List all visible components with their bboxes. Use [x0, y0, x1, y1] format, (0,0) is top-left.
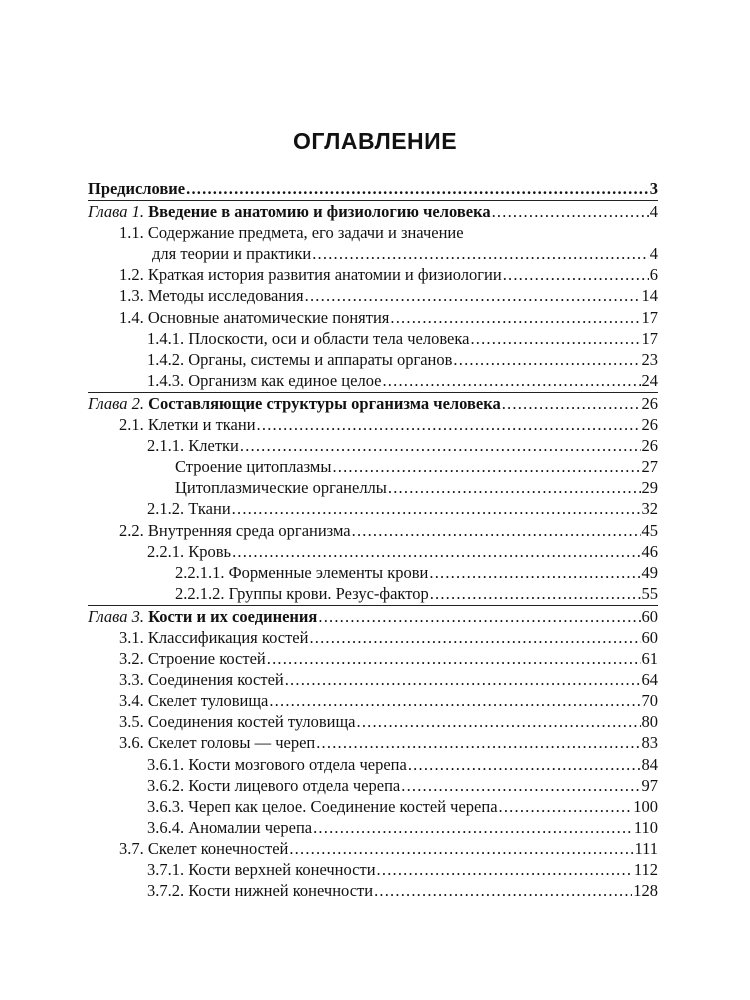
toc-entry-3-6-3[interactable]	[88, 796, 658, 817]
leader-dots	[316, 732, 640, 753]
toc-entry-1-4[interactable]	[88, 307, 658, 328]
leader-dots	[357, 711, 641, 732]
leader-dots	[309, 627, 640, 648]
toc-entry-label: 3.7.2. Кости нижней конечности	[147, 881, 374, 901]
toc-entry-3-6-1[interactable]	[88, 754, 658, 775]
leader-dots	[305, 285, 641, 306]
toc-page-number: 27	[641, 457, 658, 477]
toc-page-number: 83	[641, 733, 658, 753]
toc-entry-label: 1.4.2. Органы, системы и аппараты органов	[147, 349, 453, 369]
toc-entry-2-1-1-a[interactable]	[88, 456, 658, 477]
leader-dots	[313, 817, 633, 838]
toc-chapter-1[interactable]	[88, 201, 658, 222]
leader-dots	[377, 859, 633, 880]
toc-page-number: 111	[634, 838, 658, 858]
toc-entry-3-6[interactable]	[88, 732, 658, 753]
leader-dots	[232, 541, 640, 562]
toc-page-number: 112	[633, 860, 658, 879]
toc-page-number: 80	[641, 712, 658, 732]
toc-entry-label: 3.2. Строение костей	[119, 649, 266, 669]
toc-entry-label: Цитоплазмические органеллы	[175, 478, 387, 498]
leader-dots	[499, 796, 633, 817]
toc-page-number: 26	[641, 415, 658, 435]
leader-dots	[374, 880, 632, 901]
toc-page-number: 100	[633, 796, 658, 816]
leader-dots	[492, 201, 649, 222]
toc-entry-label: 3.3. Соединения костей	[119, 670, 284, 690]
toc-entry-2-2-1-2[interactable]	[88, 583, 658, 604]
toc-page-number: 17	[641, 328, 658, 348]
toc-entry-2-2-1[interactable]	[88, 541, 658, 562]
leader-dots	[289, 838, 633, 859]
toc-entry-3-4[interactable]	[88, 690, 658, 711]
toc-entry-label: 2.2.1.1. Форменные элементы крови	[175, 562, 429, 582]
page-title: ОГЛАВЛЕНИЕ	[292, 128, 458, 154]
toc-entry-label: 1.4.3. Организм как единое целое	[147, 370, 382, 390]
toc-entry-label: 3.7.1. Кости верхней конечности	[147, 860, 376, 879]
toc-entry-label: 2.1.2. Ткани	[147, 499, 231, 519]
toc-page-number: 26	[641, 436, 658, 456]
leader-dots	[429, 562, 640, 583]
toc-page-number: 17	[641, 307, 658, 327]
toc-entry-preface[interactable]	[88, 178, 658, 199]
leader-dots	[382, 370, 640, 391]
toc-entry-label: 3.5. Соединения костей туловища	[119, 712, 356, 732]
toc-entry-1-4-2[interactable]	[88, 349, 658, 370]
leader-dots	[285, 669, 641, 690]
toc-page-number: 26	[641, 393, 658, 413]
leader-dots	[232, 498, 641, 519]
leader-dots	[390, 307, 640, 328]
leader-dots	[453, 349, 640, 370]
toc-page-number: 4	[649, 244, 658, 264]
toc-entry-3-7-1[interactable]	[88, 859, 658, 880]
toc-entry-3-3[interactable]	[88, 669, 658, 690]
toc-entry-2-1-2[interactable]	[88, 498, 658, 519]
toc-page-number: 55	[641, 583, 658, 603]
leader-dots	[470, 328, 640, 349]
toc-entry-3-6-2[interactable]	[88, 775, 658, 796]
toc-page-number: 60	[641, 627, 658, 647]
leader-dots	[240, 435, 641, 456]
toc-entry-2-2[interactable]	[88, 520, 658, 541]
toc-entry-3-7-2[interactable]	[88, 880, 658, 901]
toc-entry-3-2[interactable]	[88, 648, 658, 669]
toc-entry-label: 2.1. Клетки и ткани	[119, 415, 256, 435]
leader-dots	[186, 178, 649, 199]
table-of-contents	[88, 178, 658, 901]
toc-entry-label: 2.2.1.2. Группы крови. Резус-фактор	[175, 583, 429, 603]
toc-page-number: 45	[641, 520, 658, 540]
toc-page-number: 14	[641, 286, 658, 306]
toc-entry-1-2[interactable]	[88, 264, 658, 285]
toc-entry-label: 2.1.1. Клетки	[147, 436, 239, 456]
chapter-prefix: Глава 3.	[88, 606, 144, 626]
leader-dots	[430, 583, 641, 604]
leader-dots	[388, 477, 641, 498]
toc-entry-1-3[interactable]	[88, 285, 658, 306]
leader-dots	[267, 648, 641, 669]
chapter-prefix: Глава 2.	[88, 393, 144, 413]
toc-page-number: 61	[641, 649, 658, 669]
toc-entry-1-4-3[interactable]	[88, 370, 658, 391]
toc-entry-3-6-4[interactable]	[88, 817, 658, 838]
leader-dots	[401, 775, 640, 796]
toc-chapter-2[interactable]	[88, 393, 658, 414]
toc-entry-label: 1.4. Основные анатомические понятия	[119, 307, 390, 327]
leader-dots	[269, 690, 640, 711]
toc-entry-1-1[interactable]	[88, 222, 658, 264]
leader-dots	[502, 393, 641, 414]
toc-page-number: 24	[641, 370, 658, 390]
toc-entry-label-cont: для теории и практики	[152, 244, 312, 264]
toc-page-number: 128	[633, 881, 658, 901]
toc-page-number: 6	[649, 265, 658, 285]
toc-page-number: 46	[641, 541, 658, 561]
leader-dots	[312, 243, 649, 264]
toc-entry-label: Строение цитоплазмы	[175, 457, 332, 477]
toc-entry-2-1[interactable]	[88, 414, 658, 435]
toc-entry-label: 1.2. Краткая история развития анатомии и физиологии	[119, 265, 502, 285]
toc-entry-3-1[interactable]	[88, 627, 658, 648]
toc-entry-label: 3.7. Скелет конечностей	[119, 838, 289, 858]
toc-page-number: 29	[641, 478, 658, 498]
toc-entry-label: Предисловие	[88, 179, 186, 198]
toc-page-number: 3	[649, 179, 658, 198]
leader-dots	[408, 754, 641, 775]
toc-page-number: 97	[641, 775, 658, 795]
toc-entry-3-5[interactable]	[88, 711, 658, 732]
toc-entry-1-4-1[interactable]	[88, 328, 658, 349]
toc-entry-3-7[interactable]	[88, 838, 658, 859]
toc-chapter-3[interactable]	[88, 606, 658, 627]
toc-page-number: 4	[649, 202, 658, 222]
toc-page-number: 70	[641, 691, 658, 711]
chapter-prefix: Глава 1.	[88, 202, 144, 222]
toc-entry-label: 3.6.4. Аномалии черепа	[147, 817, 313, 837]
leader-dots	[503, 264, 649, 285]
toc-page-number: 49	[641, 562, 658, 582]
toc-page-number: 60	[641, 606, 658, 626]
toc-entry-label: 3.6. Скелет головы — череп	[119, 733, 316, 753]
toc-entry-label: 2.2. Внутренняя среда организма	[119, 520, 351, 540]
toc-entry-label: 3.1. Классификация костей	[119, 627, 309, 647]
toc-entry-label: 1.1. Содержание предмета, его задачи и значение	[119, 223, 464, 243]
leader-dots	[332, 456, 640, 477]
leader-dots	[352, 520, 641, 541]
toc-page-number: 64	[641, 670, 658, 690]
toc-entry-label: 1.4.1. Плоскости, оси и области тела человека	[147, 328, 470, 348]
chapter-title: Кости и их соединения	[148, 606, 318, 626]
toc-entry-2-1-1-b[interactable]	[88, 477, 658, 498]
chapter-title: Введение в анатомию и физиологию человека	[148, 202, 491, 222]
leader-dots	[257, 414, 641, 435]
toc-page-number: 23	[641, 349, 658, 369]
toc-page-number: 32	[641, 499, 658, 519]
toc-page-number: 110	[633, 817, 658, 837]
toc-entry-label: 3.6.1. Кости мозгового отдела черепа	[147, 754, 407, 774]
toc-page-number: 84	[641, 754, 658, 774]
leader-dots	[318, 606, 640, 627]
toc-entry-label: 3.4. Скелет туловища	[119, 691, 269, 711]
toc-entry-label: 3.6.2. Кости лицевого отдела черепа	[147, 775, 401, 795]
toc-entry-label: 3.6.3. Череп как целое. Соединение костей черепа	[147, 796, 498, 816]
toc-entry-label: 1.3. Методы исследования	[119, 286, 304, 306]
toc-entry-label: 2.2.1. Кровь	[147, 541, 232, 561]
toc-entry-2-1-1[interactable]	[88, 435, 658, 456]
toc-entry-2-2-1-1[interactable]	[88, 562, 658, 583]
chapter-title: Составляющие структуры организма человека	[148, 393, 501, 413]
